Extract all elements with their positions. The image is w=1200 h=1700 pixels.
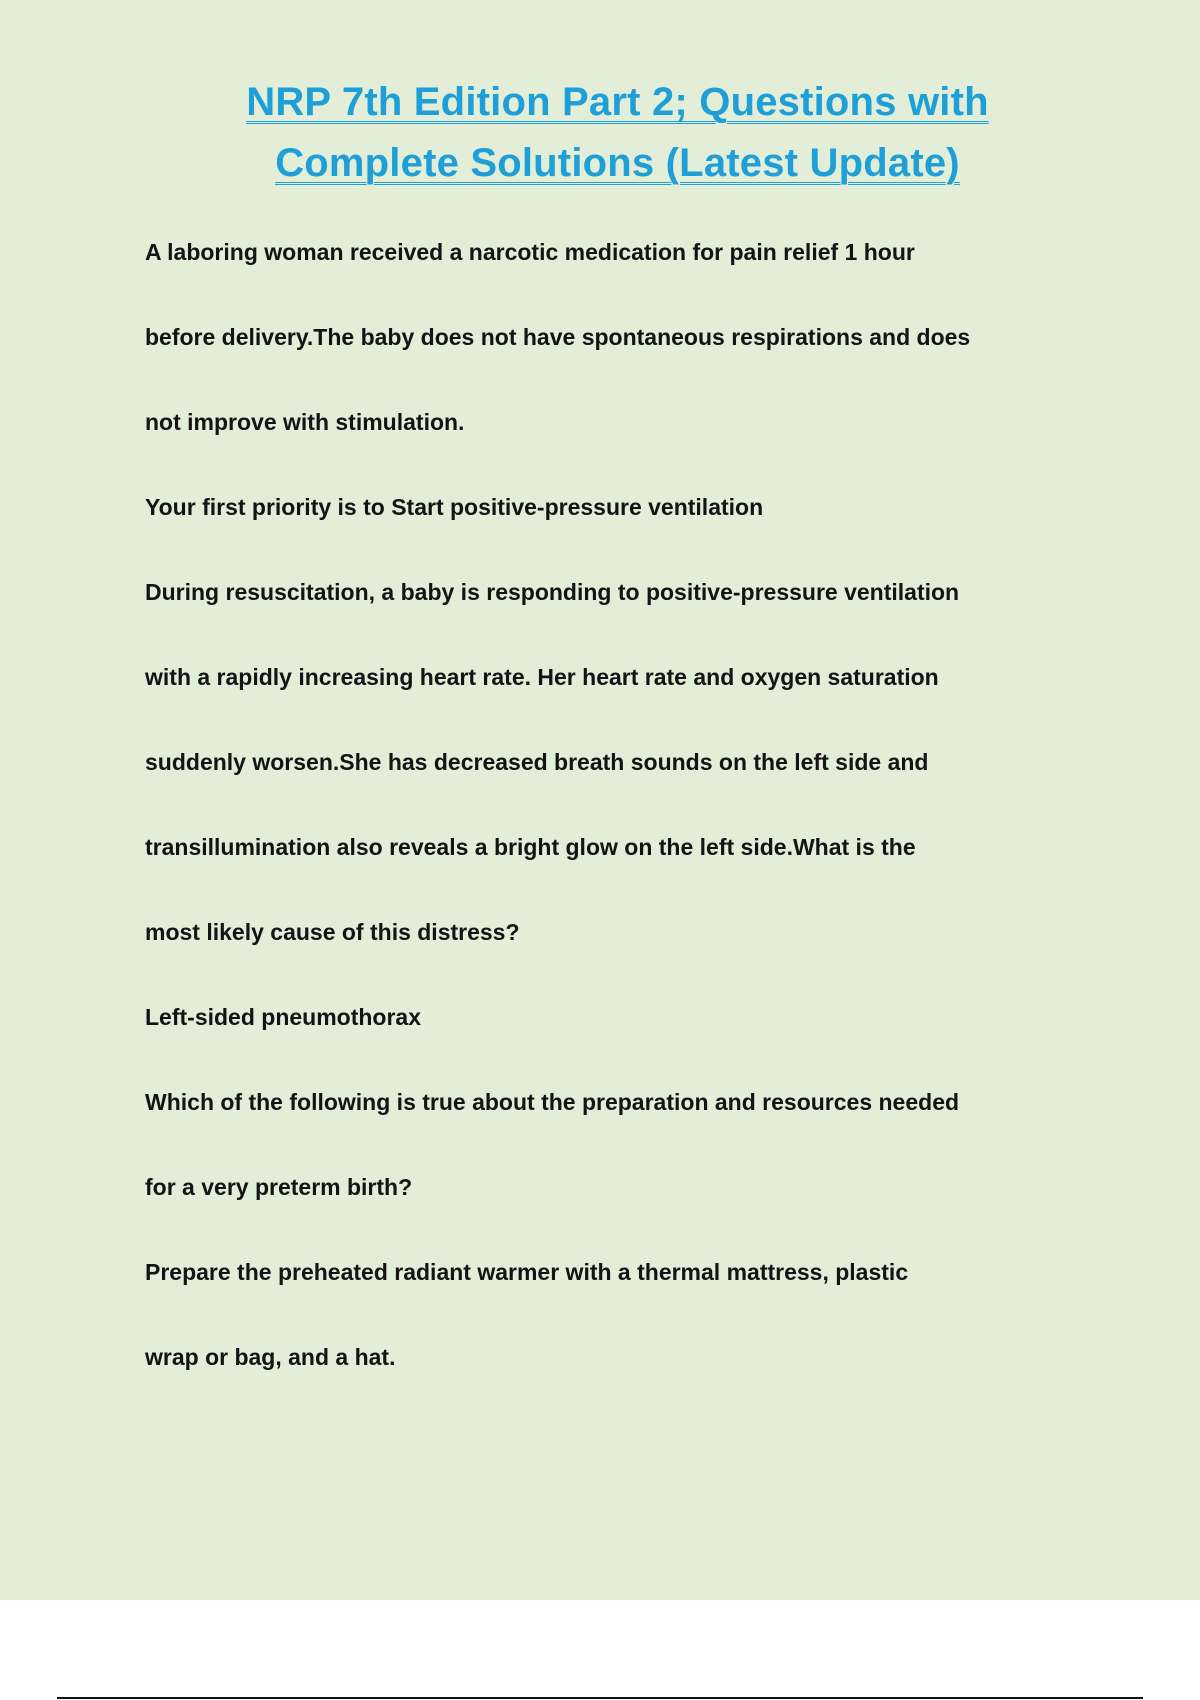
document-body [145,230,1045,1420]
answer-3-line-2: wrap or bag, and a hat. [145,1344,396,1370]
question-1-line-1: A laboring woman received a narcotic medication for pain relief 1 hour [145,239,915,265]
footer-rule [57,1697,1143,1699]
question-2-line-2: with a rapidly increasing heart rate. Her heart rate and oxygen saturation [145,664,939,690]
question-3-line-2: for a very preterm birth? [145,1174,413,1200]
question-2-line-4: transillumination also reveals a bright glow on the left side.What is the [145,834,916,860]
answer-3-line-1: Prepare the preheated radiant warmer with a thermal mattress, plastic [145,1259,909,1285]
document-title [150,72,1085,194]
question-1-line-2: before delivery.The baby does not have spontaneous respirations and does [145,324,971,350]
title-line-2: Complete Solutions (Latest Update) [275,141,960,185]
answer-1: Your first priority is to Start positive-pressure ventilation [145,494,764,520]
title-line-1: NRP 7th Edition Part 2; Questions with [246,80,989,124]
question-2-line-1: During resuscitation, a baby is responding to positive-pressure ventilation [145,579,960,605]
question-3-line-1: Which of the following is true about the preparation and resources needed [145,1089,960,1115]
question-2-line-3: suddenly worsen.She has decreased breath sounds on the left side and [145,749,929,775]
question-1-line-3: not improve with stimulation. [145,409,465,435]
answer-2: Left-sided pneumothorax [145,1004,422,1030]
question-2-line-5: most likely cause of this distress? [145,919,520,945]
